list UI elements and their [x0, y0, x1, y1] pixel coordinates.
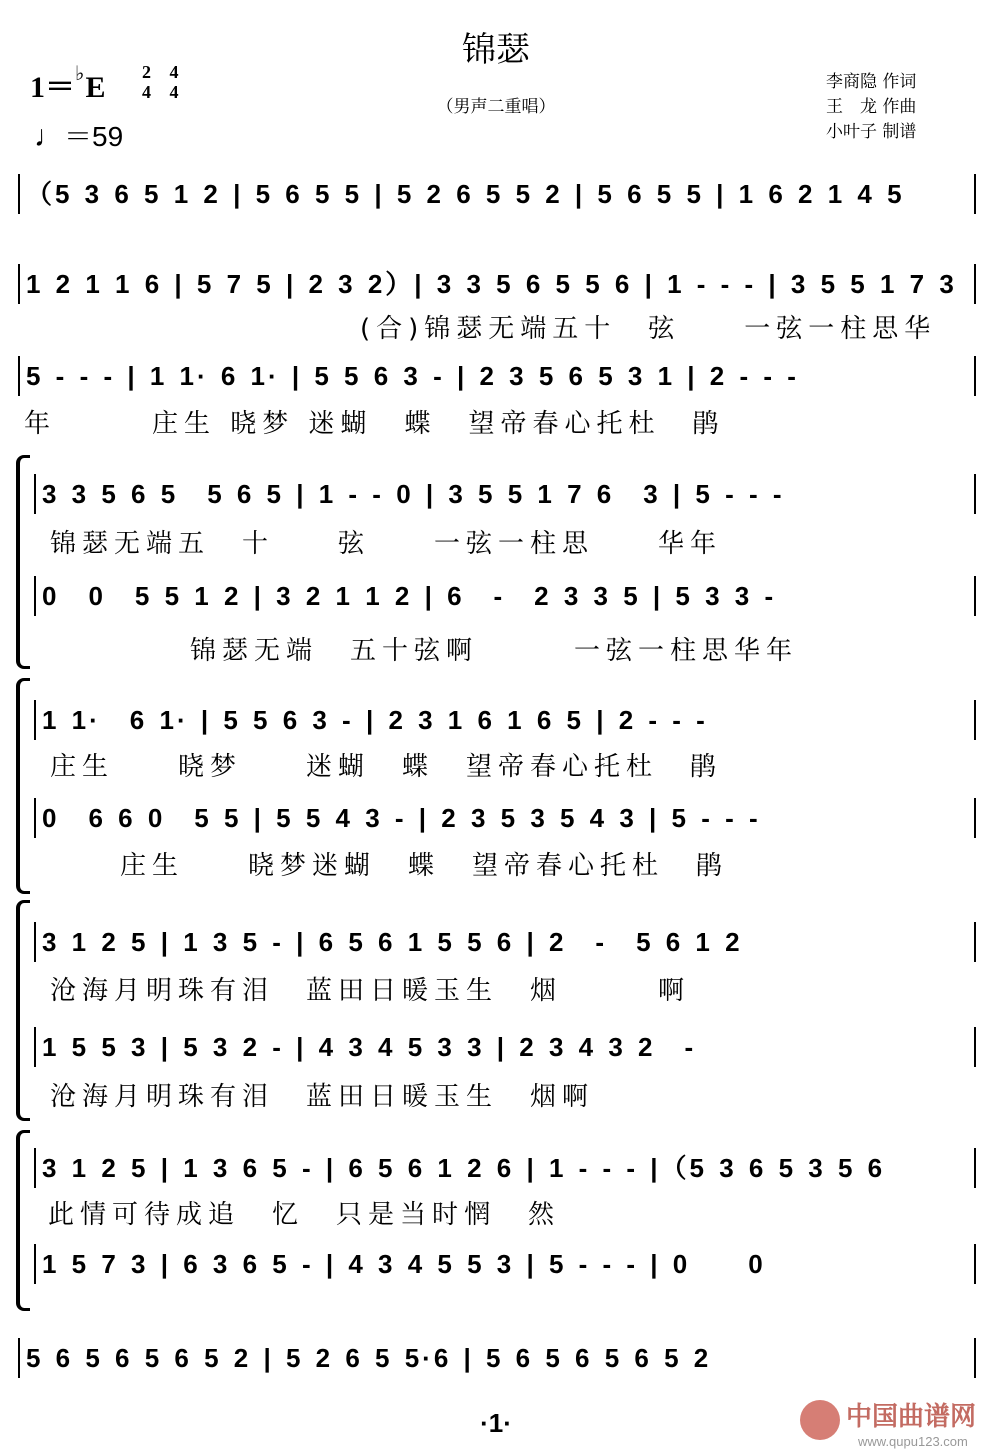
- tempo-marking: ♩＝59: [34, 120, 124, 153]
- watermark-text: 中国曲谱网: [846, 1402, 977, 1432]
- lyric-line-upper: 此情可待成追 忆 只是当时惘 然: [48, 1200, 561, 1230]
- song-subtitle: （男声二重唱）: [436, 97, 556, 117]
- lyric-line-lower: 庄生 晓梦迷蝴 蝶 望帝春心托杜 鹃: [120, 851, 729, 881]
- system-brace: [16, 678, 30, 894]
- credits: [826, 70, 916, 145]
- notation-row-upper: 3 1 2 5 | 1 3 6 5 - | 6 5 6 1 2 6 | 1 - - - |（5 3 6 5 3 5 6: [34, 1148, 976, 1188]
- notation-row-lower: 1 5 5 3 | 5 3 2 - | 4 3 4 5 3 3 | 2 3 4 3 2 -: [34, 1027, 976, 1067]
- notation-row: 5 6 5 6 5 6 5 2 | 5 2 6 5 5·6 | 5 6 5 6 5 6 5 2: [18, 1338, 976, 1378]
- notation-row: （5 3 6 5 1 2 | 5 6 5 5 | 5 2 6 5 5 2 | 5 6 5 5 | 1 6 2 1 4 5: [18, 174, 976, 214]
- time-signatures: [142, 62, 193, 102]
- notation-row-lower: 1 5 7 3 | 6 3 6 5 - | 4 3 4 5 5 3 | 5 - - - | 0 0: [34, 1244, 976, 1284]
- notation-row-upper: 1 1· 6 1· | 5 5 6 3 - | 2 3 1 6 1 6 5 | 2 - - -: [34, 700, 976, 740]
- system-brace: [16, 455, 30, 669]
- watermark-url: www.qupu123.com: [858, 1434, 968, 1449]
- lyric-line: 年 庄生 晓梦 迷蝴 蝶 望帝春心托杜 鹃: [24, 409, 725, 439]
- notation-row-upper: 3 3 5 6 5 5 6 5 | 1 - - 0 | 3 5 5 1 7 6 3 | 5 - - -: [34, 474, 976, 514]
- credit-lyrics: 李商隐 作词: [826, 72, 917, 92]
- watermark-logo-icon: [800, 1400, 840, 1440]
- lyric-line-upper: 沧海月明珠有泪 蓝田日暖玉生 烟 啊: [50, 976, 691, 1006]
- song-title: 锦瑟: [462, 30, 530, 70]
- credit-music: 王 龙 作曲: [826, 97, 917, 117]
- notation-row-lower: 0 6 6 0 5 5 | 5 5 4 3 - | 2 3 5 3 5 4 3 | 5 - - -: [34, 798, 976, 838]
- notation-row-upper: 3 1 2 5 | 1 3 5 - | 6 5 6 1 5 5 6 | 2 - 5 6 1 2: [34, 922, 976, 962]
- lyric-line-upper: 锦瑟无端五 十 弦 一弦一柱思 华年: [50, 529, 723, 559]
- notation-row: 5 - - - | 1 1· 6 1· | 5 5 6 3 - | 2 3 5 6 5 3 1 | 2 - - -: [18, 356, 976, 396]
- key-signature: 1＝♭E: [30, 63, 106, 104]
- time-signature-2: 4 4: [169, 62, 179, 102]
- notation-row: 1 2 1 1 6 | 5 7 5 | 2 3 2）| 3 3 5 6 5 5 6 | 1 - - - | 3 5 5 1 7 3: [18, 264, 976, 304]
- notation-row-lower: 0 0 5 5 1 2 | 3 2 1 1 2 | 6 - 2 3 3 5 | 5 3 3 -: [34, 576, 976, 616]
- lyric-line-lower: 锦瑟无端 五十弦啊 一弦一柱思华年: [190, 636, 799, 666]
- system-brace: [16, 1130, 30, 1311]
- time-signature-1: 2 4: [142, 62, 151, 102]
- quarter-note-icon: ♩: [34, 120, 64, 153]
- lyric-line: (合)锦瑟无端五十 弦 一弦一柱思华: [360, 314, 937, 344]
- lyric-line-lower: 沧海月明珠有泪 蓝田日暖玉生 烟啊: [50, 1082, 595, 1112]
- lyric-line-upper: 庄生 晓梦 迷蝴 蝶 望帝春心托杜 鹃: [50, 752, 723, 782]
- system-brace: [16, 900, 30, 1121]
- page-number: ·1·: [480, 1408, 512, 1438]
- credit-engraver: 小叶子 制谱: [826, 122, 917, 142]
